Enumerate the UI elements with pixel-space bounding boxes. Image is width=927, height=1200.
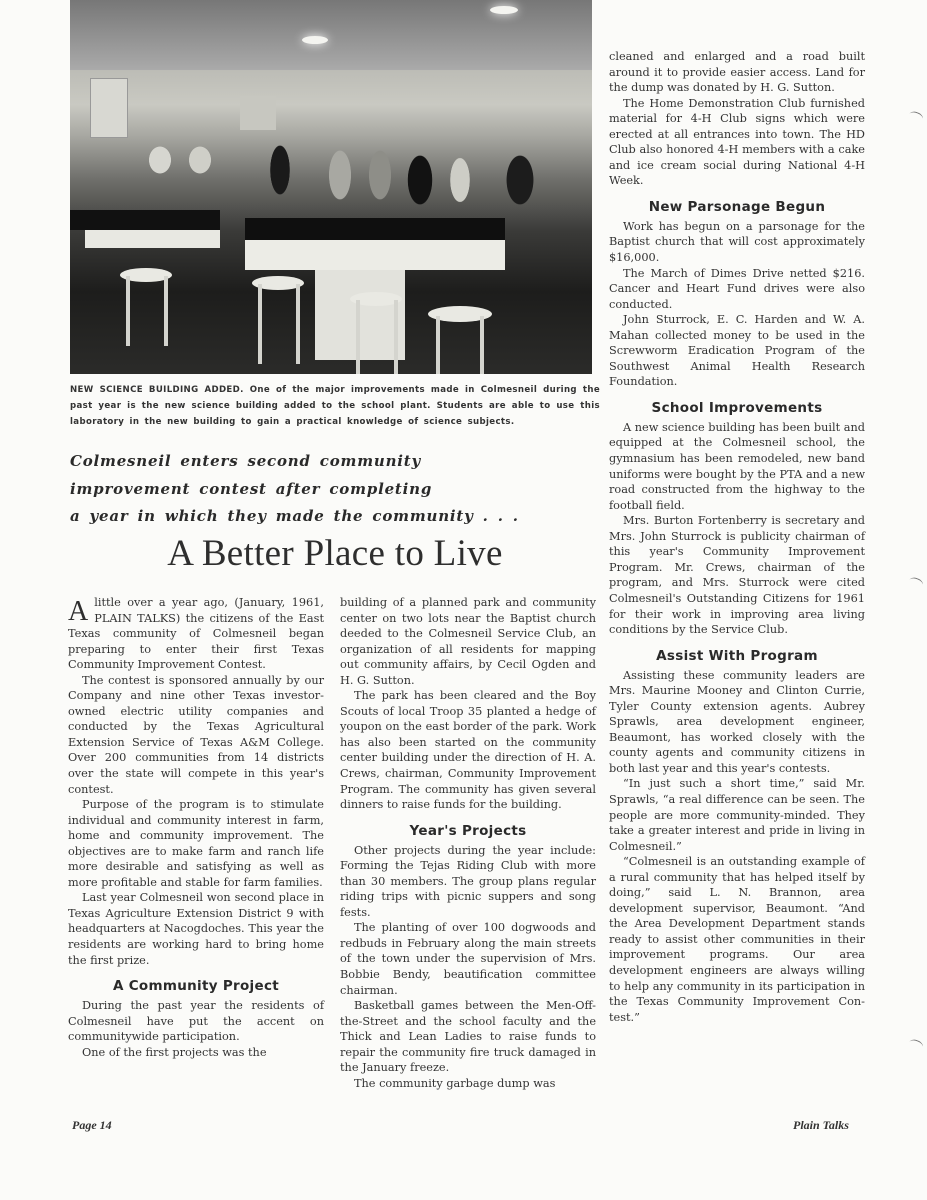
paragraph: Assisting these community leaders are Mrs. Maurine Mooney and Clinton Currie, Tyler County extension agents. Aubrey Sprawls, area development engineer, Beaumont, has worked closely with the county agents and community citizens in both last year and this year's contests. [609, 668, 865, 775]
science-lab-photo [70, 0, 592, 374]
ceiling-light [302, 36, 328, 44]
paragraph: The park has been cleared and the Boy Scouts of local Troop 35 planted a hedge of youpon on the east border of the park. Work has also been started on the community center building under the direction of H. A. Crews, chairman, Community Improvement Program. The community has given several dinners to raise funds for the building. [340, 689, 596, 812]
binder-hole-mark [908, 110, 924, 123]
stool-leg [356, 300, 360, 374]
paragraph [68, 595, 324, 673]
stool-leg [480, 316, 484, 374]
stool-leg [258, 284, 262, 364]
paragraph: The March of Dimes Drive netted $216. Cancer and Heart Fund drives were also conducted. [609, 266, 865, 311]
section-heading: New Parsonage Begun [648, 198, 826, 215]
paragraph: cleaned and enlarged and a road built around it to provide easier access. Land for the dump was donated by H. G. Sutton. [609, 50, 865, 95]
paragraph: “Colmesneil is an outstanding example of a rural community that has helped itself by doing,” said L. N. Brannon, area development supervisor, Beaumont. “And the Area Development Department stands ready to assist other communities in their improvement programs. Our area development engineers are always willing to help any community in its participation in the Texas Community Improvement Contest.” [609, 855, 865, 1024]
deck-line: Colmesneil enters second community [70, 452, 422, 470]
paragraph: One of the first projects was the [82, 1045, 267, 1059]
paragraph: “In just such a short time,” said Mr. Sprawls, “a real difference can be seen. The people are more community-minded. They take a greater interest and pride in living in Colmesneil.” [609, 777, 865, 853]
section-heading: Year's Projects [409, 822, 527, 839]
paragraph: During the past year the residents of Colmesneil have put the accent on communitywide participation. [68, 999, 324, 1044]
paragraph: Other projects during the year include: Forming the Tejas Riding Club with more than 30 members. The group plans regular riding trips with picnic suppers and song fests. [340, 843, 596, 919]
paragraph: Basketball games between the Men-Off-the-Street and the school faculty and the Thick and Lean Ladies to raise funds to repair the community fire truck damaged in the January freeze. [340, 999, 596, 1075]
section-heading: A Community Project [112, 978, 280, 995]
article-headline: A Better Place to Live [167, 533, 503, 574]
paragraph: John Sturrock, E. C. Harden and W. A. Mahan collected money to be used in the Screwworm Eradication Program of the Southwest Animal Health Research Foundation. [609, 313, 865, 389]
students-group [130, 120, 550, 220]
deck-line: improvement contest after completing [70, 479, 433, 498]
page-number: Page 14 [72, 1118, 112, 1132]
publication-name: Plain Talks [793, 1118, 849, 1132]
drop-cap: A [68, 596, 89, 627]
lab-bench-front [245, 240, 505, 270]
paragraph: Work has begun on a parsonage for the Baptist church that will cost approximately $16,000. [609, 219, 865, 265]
paragraph: The planting of over 100 dogwoods and redbuds in February along the main streets of the town under the supervision of Mrs. Bobbie Bendy, beautification committee chairman. [340, 921, 596, 997]
paragraph: Last year Colmesneil won second place in Texas Agriculture Extension District 9 with headquarters at Nacogdoches. This year the residents are working hard to bring home the first prize. [68, 891, 324, 967]
lab-bench-top [245, 218, 505, 240]
stool-leg [436, 316, 440, 374]
deck-line: a year in which they made the community . . . [70, 507, 519, 525]
caption-lead: NEW SCIENCE BUILDING ADDED. [70, 385, 244, 395]
section-heading: School Improvements [651, 399, 823, 416]
lab-bench-front [85, 230, 220, 248]
stool-leg [126, 276, 130, 346]
article-column-3 [609, 49, 865, 1025]
caption-text: One of the major improvements made in Colmesneil during the past year is the new science building added to the school plant. Students are able to use this laboratory in the new building to gain a practical knowledge of science subjects. [70, 385, 601, 427]
article-column-1 [68, 595, 324, 1060]
lab-bench-top [70, 210, 220, 230]
paragraph: The community garbage dump was [354, 1076, 556, 1090]
stool-leg [296, 284, 300, 364]
stool-leg [164, 276, 168, 346]
paragraph: A new science building has been built and equipped at the Colmesneil school, the gymnasium has been remodeled, new band uniforms were bought by the PTA and a new road constructed from the highway to the football field. [609, 420, 865, 512]
ceiling-light [490, 6, 518, 14]
article-deck [70, 448, 590, 531]
paragraph: Mrs. Burton Fortenberry is secretary and Mrs. John Sturrock is publicity chairman of this year's Community Improvement Program. Mr. Crews, chairman of the program, and Mrs. Sturrock were cited Colmesneil's Outstanding Citizens for 1961 for their work in improving area living conditions by the Service Club. [609, 514, 865, 637]
paragraph-text: little over a year ago, (January, 1961, PLAIN TALKS) the citizens of the East Texas community of Colmesneil began preparing to enter their first Texas Community Improvement Contest. [68, 596, 324, 672]
paragraph: Purpose of the program is to stimulate individual and community interest in farm, home and community improvement. The objectives are to make farm and ranch life more desirable and satisfying as well as more profitable and stable for farm families. [68, 798, 324, 889]
photo-caption [70, 382, 600, 430]
paragraph: The Home Demonstration Club furnished material for 4-H Club signs which were erected at all entrances into town. The HD Club also honored 4-H members with a cake and ice cream social during National 4-H Week. [609, 96, 865, 188]
binder-hole-mark [908, 576, 924, 589]
binder-hole-mark [908, 1038, 924, 1051]
lab-cabinet [315, 270, 405, 360]
paragraph: The contest is sponsored annually by our Company and nine other Texas investor-owned electric utility companies and conducted by the Texas Agricultural Extension Service of Texas A&M College. Over 200 communities from 14 districts over the state will compete in this year's contest. [68, 673, 324, 796]
section-heading: Assist With Program [656, 647, 818, 664]
wall-chart [90, 78, 128, 138]
article-column-2 [340, 595, 596, 1091]
paragraph: building of a planned park and community center on two lots near the Baptist church deeded to the Colmesneil Service Club, an organization of all residents for mapping out community affairs, by Cecil Ogden and H. G. Sutton. [340, 596, 596, 687]
stool-leg [394, 300, 398, 374]
